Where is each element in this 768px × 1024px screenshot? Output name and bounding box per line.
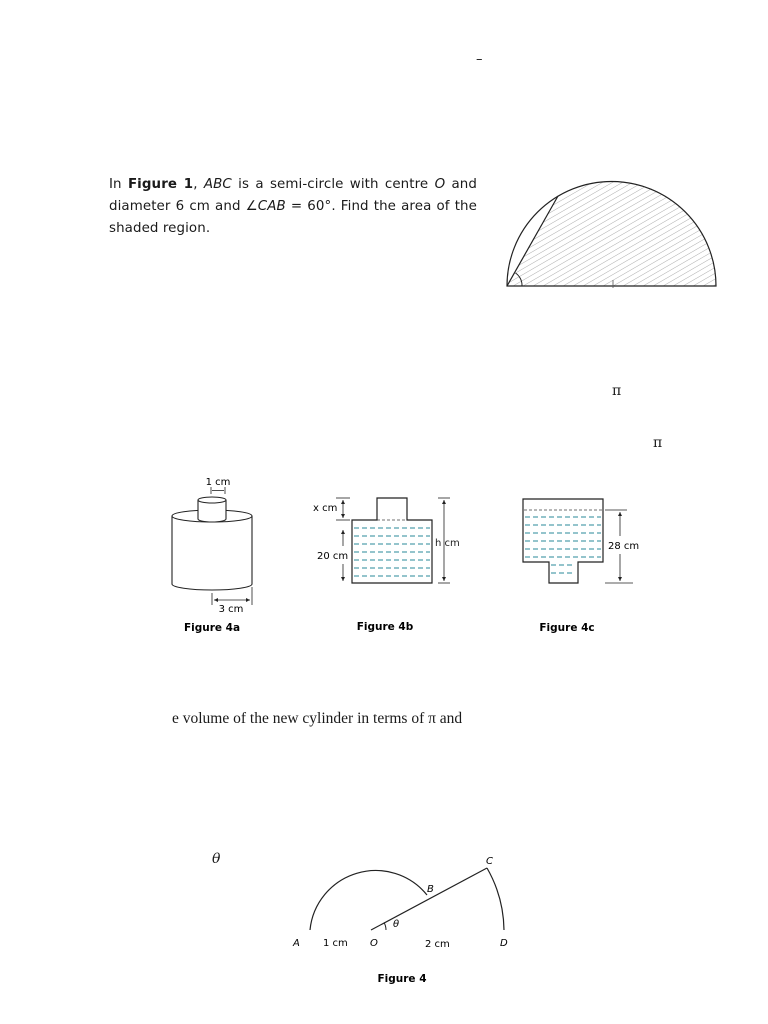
fig4c-label-28: 28 cm: [608, 541, 640, 552]
fig4b-water: [354, 528, 430, 576]
q1-angle: ∠CAB: [245, 199, 286, 214]
pi-symbol-1: π: [612, 383, 622, 399]
shaded-region: [507, 181, 716, 286]
fig4-label-d: D: [500, 938, 508, 949]
cylinder-fragment-text: e volume of the new cylinder in terms of π and: [172, 710, 463, 727]
fig4-sector-arc: [487, 868, 504, 930]
fig4-label-2cm: 2 cm: [425, 939, 450, 950]
fig4-caption: Figure 4: [377, 973, 427, 985]
figure-4-sector: [285, 850, 520, 990]
fig4b-label-x: x cm: [313, 503, 338, 514]
fig4b-caption: Figure 4b: [356, 621, 414, 633]
fig4c-water: [525, 517, 601, 573]
fig4-label-a: A: [293, 938, 300, 949]
fig4b-container: [352, 498, 432, 583]
q1-abc: ABC: [203, 177, 232, 192]
fig4a-small-top: [198, 497, 226, 503]
fig4a-label-bottom: 3 cm: [218, 604, 244, 615]
fig4-line-oc: [371, 868, 487, 930]
q1-and-text: and diameter 6 cm and: [109, 177, 477, 214]
fig4-theta: θ: [393, 919, 400, 930]
top-dash: –: [476, 52, 483, 67]
fig4b-label-h: h cm: [435, 538, 460, 549]
figure-4b: [310, 490, 470, 638]
question-1-text: [109, 174, 477, 240]
q1-rest: = 60°. Find the area of the shaded region.: [109, 199, 477, 236]
fig4-label-o: O: [370, 938, 378, 949]
q1-o: O: [434, 177, 446, 192]
q1-is-text: is a semi-circle with centre: [238, 177, 429, 192]
figure-4a: [160, 472, 270, 638]
fig4-label-b: B: [427, 884, 434, 895]
fig4-theta-arc: [384, 923, 386, 931]
fig4-label-c: C: [486, 856, 493, 867]
fig4a-cylinder-body: [172, 516, 252, 590]
q1-sep: ,: [193, 177, 198, 192]
fig4-label-1cm: 1 cm: [323, 938, 348, 949]
q1-figure-ref: Figure 1: [127, 177, 194, 192]
q1-intro: In: [109, 177, 122, 192]
fig4a-label-top: 1 cm: [205, 477, 231, 488]
fig4a-caption: Figure 4a: [183, 622, 241, 634]
fig4c-caption: Figure 4c: [539, 622, 595, 634]
fig4b-label-20: 20 cm: [317, 551, 349, 562]
fig4-semicircle-arc: [310, 870, 427, 930]
pi-symbol-2: π: [653, 435, 663, 451]
figure-1-semicircle: [500, 172, 725, 294]
theta-symbol: θ: [212, 851, 221, 867]
figure-4c: [515, 492, 645, 638]
